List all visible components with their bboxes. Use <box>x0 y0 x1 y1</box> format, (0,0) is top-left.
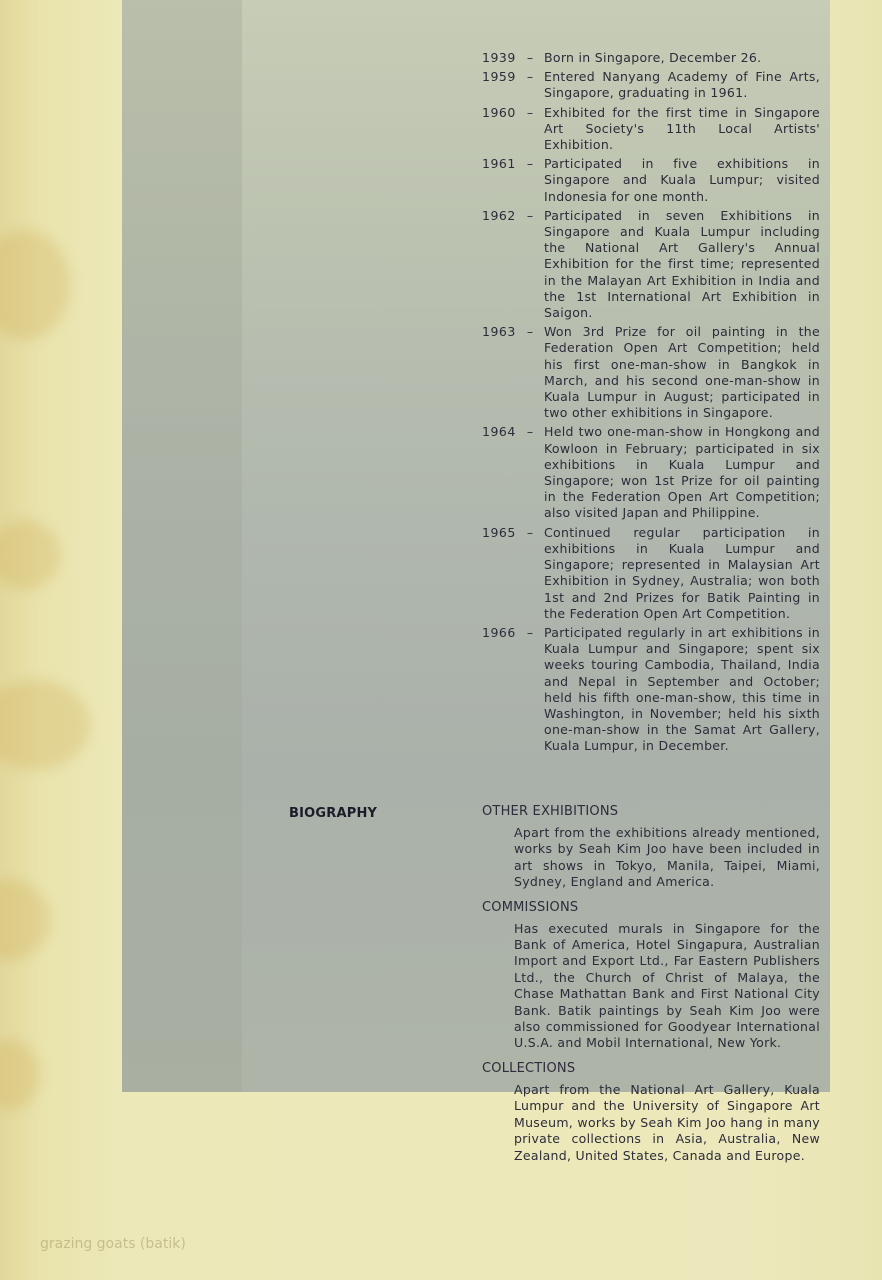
chronology-entry <box>482 525 820 622</box>
entry-dash: – <box>526 324 534 340</box>
commissions-text: Has executed murals in Singapore for the Bank of America, Hotel Singapura, Australian Import and Export Ltd., Far Eastern Publishers Ltd., the Church of Christ of Malaya, the Chase Mathattan Bank and First National City Bank. Batik paintings by Seah Kim Joo were also commissioned for Goodyear International U.S.A. and Mobil International, New York. <box>514 920 820 1051</box>
chronology-entry <box>482 50 820 66</box>
entry-year: 1960 <box>482 104 516 120</box>
image-caption: grazing goats (batik) <box>40 1236 186 1252</box>
entry-dash: – <box>526 104 534 120</box>
chronology-entry <box>482 208 820 321</box>
other-exhibitions-heading: OTHER EXHIBITIONS <box>482 804 619 819</box>
entry-dash: – <box>526 50 534 65</box>
entry-year: 1962 <box>482 207 516 223</box>
biography-label: BIOGRAPHY <box>289 806 378 821</box>
chronology-entry <box>482 324 820 421</box>
entry-text: Participated in five exhibitions in Singapore and Kuala Lumpur; visited Indonesia for one month. <box>544 156 820 204</box>
entry-text: Exhibited for the first time in Singapore Art Society's 11th Local Artists' Exhibition. <box>544 104 820 153</box>
entry-year: 1959 <box>482 69 516 85</box>
entry-year: 1964 <box>482 424 516 440</box>
paper-stain <box>0 230 70 340</box>
chronology-list <box>482 50 820 758</box>
entry-year: 1966 <box>482 624 516 640</box>
paper-stain <box>0 520 60 590</box>
paper-stain <box>0 680 90 770</box>
chronology-entry <box>482 625 820 755</box>
entry-dash: – <box>526 624 534 640</box>
entry-text: Born in Singapore, December 26. <box>544 50 762 65</box>
paper-stain <box>0 1040 40 1110</box>
entry-year: 1961 <box>482 156 516 172</box>
entry-dash: – <box>526 156 534 172</box>
entry-dash: – <box>526 207 534 223</box>
entry-year: 1939 <box>482 50 516 65</box>
biography-sections <box>482 803 820 1172</box>
entry-text: Won 3rd Prize for oil painting in the Federation Open Art Competition; held his first one-man-show in Bangkok in March, and his second one-man-show in Kuala Lumpur in August; participated in two other exhibitions in Singapore. <box>544 324 820 421</box>
collections-text: Apart from the National Art Gallery, Kuala Lumpur and the University of Singapore Art Museum, works by Seah Kim Joo hang in many private collections in Asia, Australia, New Zealand, United States, Canada and Europe. <box>514 1081 820 1163</box>
entry-text: Participated in seven Exhibitions in Singapore and Kuala Lumpur including the National Art Gallery's Annual Exhibition for the first time; represented in the Malayan Art Exhibition in India and the 1st International Art Exhibition in Saigon. <box>544 207 820 321</box>
chronology-entry <box>482 69 820 101</box>
paper-stain <box>0 880 50 960</box>
entry-dash: – <box>526 524 534 540</box>
entry-year: 1965 <box>482 524 516 540</box>
entry-dash: – <box>526 69 534 85</box>
entry-dash: – <box>526 424 534 440</box>
other-exhibitions-text: Apart from the exhibitions already mentioned, works by Seah Kim Joo have been included in art shows in Tokyo, Manila, Taipei, Miami, Sydney, England and America. <box>514 825 820 890</box>
chronology-entry <box>482 156 820 205</box>
entry-text: Continued regular participation in exhibitions in Kuala Lumpur and Singapore; represented in Malaysian Art Exhibition in Sydney, Australia; won both 1st and 2nd Prizes for Batik Painting in the Federation Open Art Competition. <box>544 524 820 621</box>
printed-image-shade <box>122 0 242 1092</box>
entry-text: Entered Nanyang Academy of Fine Arts, Singapore, graduating in 1961. <box>544 69 820 101</box>
chronology-entry <box>482 105 820 154</box>
collections-heading: COLLECTIONS <box>482 1060 576 1076</box>
chronology-entry <box>482 424 820 521</box>
entry-year: 1963 <box>482 324 516 340</box>
entry-text: Participated regularly in art exhibitions in Kuala Lumpur and Singapore; spent six weeks touring Cambodia, Thailand, India and Nepal in September and October; held his fifth one-man-show, this time in Washington, in November; held his sixth one-man-show in the Samat Art Gallery, Kuala Lumpur, in December. <box>544 624 820 754</box>
entry-text: Held two one-man-show in Hongkong and Kowloon in February; participated in six exhibitions in Kuala Lumpur and Singapore; won 1st Prize for oil painting in the Federation Open Art Competition; also visited Japan and Philippine. <box>544 424 820 521</box>
commissions-heading: COMMISSIONS <box>482 899 579 915</box>
